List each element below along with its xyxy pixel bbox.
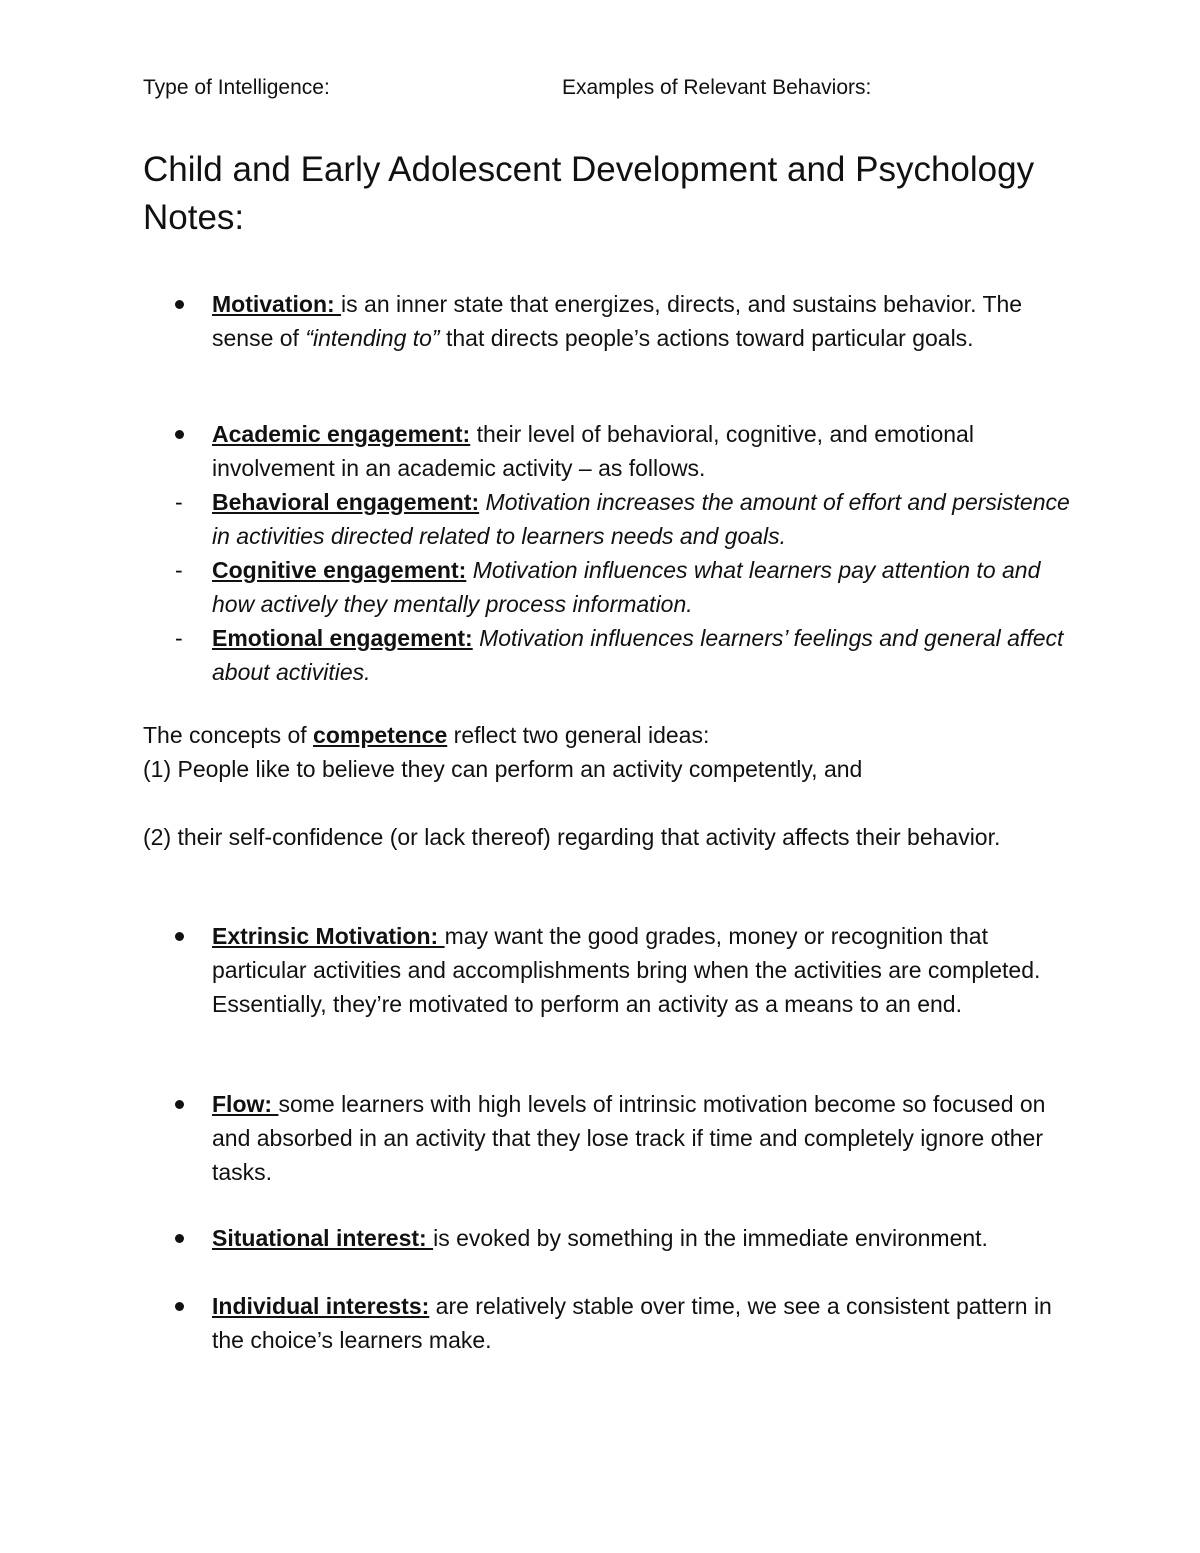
academic-engagement-section: [143, 417, 1073, 689]
list-item: [143, 919, 1073, 1021]
term-individual-interests: Individual interests:: [212, 1293, 430, 1319]
definition-text: are relatively stable over time, we see a consistent pattern in the choice’s learners make.: [212, 1293, 1052, 1353]
dash-marker: -: [175, 625, 183, 651]
bullet-icon: [169, 1289, 199, 1323]
term-extrinsic-motivation: Extrinsic Motivation:: [212, 923, 445, 949]
term-competence: competence: [313, 722, 448, 748]
document-title: Child and Early Adolescent Development and Psychology Notes:: [143, 150, 1035, 237]
list-item: [143, 1289, 1073, 1357]
extrinsic-motivation-section: [143, 919, 1073, 1021]
list-item: [143, 1087, 1073, 1189]
dash-marker: -: [175, 557, 183, 583]
bullet-icon: [169, 1087, 199, 1121]
list-item: [143, 485, 1073, 553]
flow-section: [143, 1087, 1073, 1189]
motivation-section: [143, 287, 1073, 355]
header-type-of-intelligence: Type of Intelligence:: [143, 76, 330, 99]
term-emotional-engagement: Emotional engagement:: [212, 625, 473, 651]
definition-text: may want the good grades, money or recognition that particular activities and accomplishments bring when the activities are completed. Essentially, they’re motivated to perform an activity as a means to an end.: [212, 923, 1041, 1017]
bullet-icon: [169, 287, 199, 321]
list-item: [143, 287, 1073, 355]
term-academic-engagement: Academic engagement:: [212, 421, 471, 447]
competence-section: [143, 718, 1073, 854]
term-behavioral-engagement: Behavioral engagement:: [212, 489, 480, 515]
list-item: [143, 553, 1073, 621]
dash-marker: -: [175, 489, 183, 515]
definition-text: that directs people’s actions toward particular goals.: [439, 325, 974, 351]
individual-interests-section: [143, 1289, 1073, 1357]
list-item: [143, 1221, 1073, 1255]
bullet-icon: [169, 1221, 199, 1255]
definition-text: Motivation influences what learners pay attention to and how actively they mentally process information.: [212, 557, 1041, 617]
situational-interest-section: [143, 1221, 1073, 1255]
bullet-icon: [169, 919, 199, 953]
competence-intro: The concepts of competence reflect two general ideas:: [143, 722, 710, 748]
term-motivation: Motivation:: [212, 291, 342, 317]
list-item: [143, 417, 1073, 485]
term-flow: Flow:: [212, 1091, 279, 1117]
list-item: [143, 621, 1073, 689]
definition-text: is an inner state that energizes, directs, and sustains behavior. The sense of: [212, 291, 1023, 351]
competence-point-1: (1) People like to believe they can perform an activity competently, and: [143, 756, 863, 782]
definition-italic: “intending to”: [305, 325, 440, 351]
bullet-icon: [169, 417, 199, 451]
term-situational-interest: Situational interest:: [212, 1225, 434, 1251]
definition-text: their level of behavioral, cognitive, and emotional involvement in an academic activity – as follows.: [212, 421, 974, 481]
definition-text: Motivation increases the amount of effort and persistence in activities directed related to learners needs and goals.: [212, 489, 1070, 549]
definition-text: is evoked by something in the immediate environment.: [433, 1225, 988, 1251]
definition-text: Motivation influences learners’ feelings and general affect about activities.: [212, 625, 1064, 685]
term-cognitive-engagement: Cognitive engagement:: [212, 557, 467, 583]
competence-point-2: (2) their self-confidence (or lack thereof) regarding that activity affects their behavior.: [143, 824, 1001, 850]
header-examples-of-behaviors: Examples of Relevant Behaviors:: [562, 76, 872, 99]
definition-text: some learners with high levels of intrinsic motivation become so focused on and absorbed in an activity that they lose track if time and completely ignore other tasks.: [212, 1091, 1046, 1185]
